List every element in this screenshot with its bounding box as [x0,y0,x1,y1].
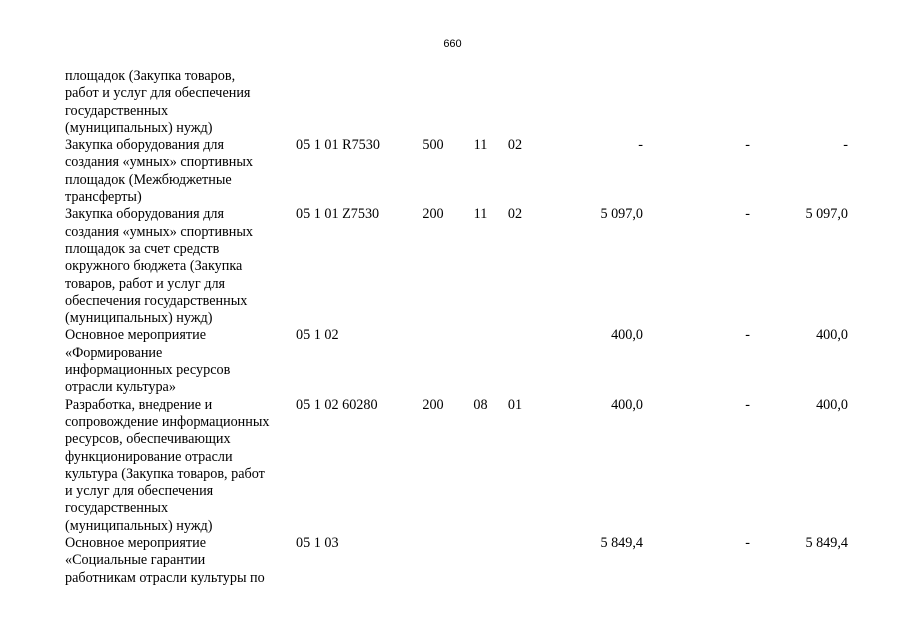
table-row [65,137,865,206]
row-sum-3: 5 097,0 [805,206,848,223]
row-sum-1: 5 849,4 [600,535,643,552]
table-row [65,68,865,137]
row-sum-3: 400,0 [816,327,848,344]
row-sum-3: 400,0 [816,396,848,413]
row-sum-3: 5 849,4 [805,535,848,552]
row-sum-1: 5 097,0 [600,206,643,223]
row-vr: 200 [422,396,444,413]
row-code: 05 1 01 R7530 [296,137,380,154]
table-row [65,535,865,587]
row-code: 05 1 03 [296,535,339,552]
page-number: 660 [443,38,462,50]
table-row [65,397,865,535]
row-sum-2: - [745,396,750,413]
row-name: Закупка оборудования для создания «умных» спортивных площадок за счет средств окружного бюджета (Закупка товаров, работ и услуг для обеспечения государственных (муниципальных) нужд) [65,206,253,327]
row-sum-2: - [745,206,750,223]
row-pr: 02 [507,137,523,154]
row-vr: 500 [422,137,444,154]
row-name: площадок (Закупка товаров, работ и услуг для обеспечения государственных (муниципальных) нужд) [65,68,251,136]
row-pr: 02 [507,206,523,223]
row-sum-2: - [745,327,750,344]
table-row [65,206,865,327]
row-rz: 11 [473,137,488,154]
row-rz: 08 [473,396,488,413]
budget-table [65,68,865,587]
row-sum-3: - [843,137,848,154]
row-pr: 01 [507,396,523,413]
row-sum-1: 400,0 [611,327,643,344]
row-sum-1: - [638,137,643,154]
row-name: Закупка оборудования для создания «умных» спортивных площадок (Межбюджетные трансферты) [65,137,253,206]
row-code: 05 1 02 60280 [296,396,378,413]
row-code: 05 1 02 [296,327,339,344]
row-sum-2: - [745,137,750,154]
table-row [65,327,865,396]
row-rz: 11 [473,206,488,223]
row-name: Основное мероприятие «Социальные гарантии работникам отрасли культуры по [65,535,265,586]
row-code: 05 1 01 Z7530 [296,206,380,223]
row-name: Основное мероприятие «Формирование информационных ресурсов отрасли культура» [65,327,231,396]
row-vr: 200 [422,206,444,223]
row-sum-1: 400,0 [611,396,643,413]
row-sum-2: - [745,535,750,552]
row-name: Разработка, внедрение и сопровождение информационных ресурсов, обеспечивающих функционирование отрасли культура (Закупка товаров, работ и услуг для обеспечения государственных (муниципальных) нужд) [65,396,270,534]
